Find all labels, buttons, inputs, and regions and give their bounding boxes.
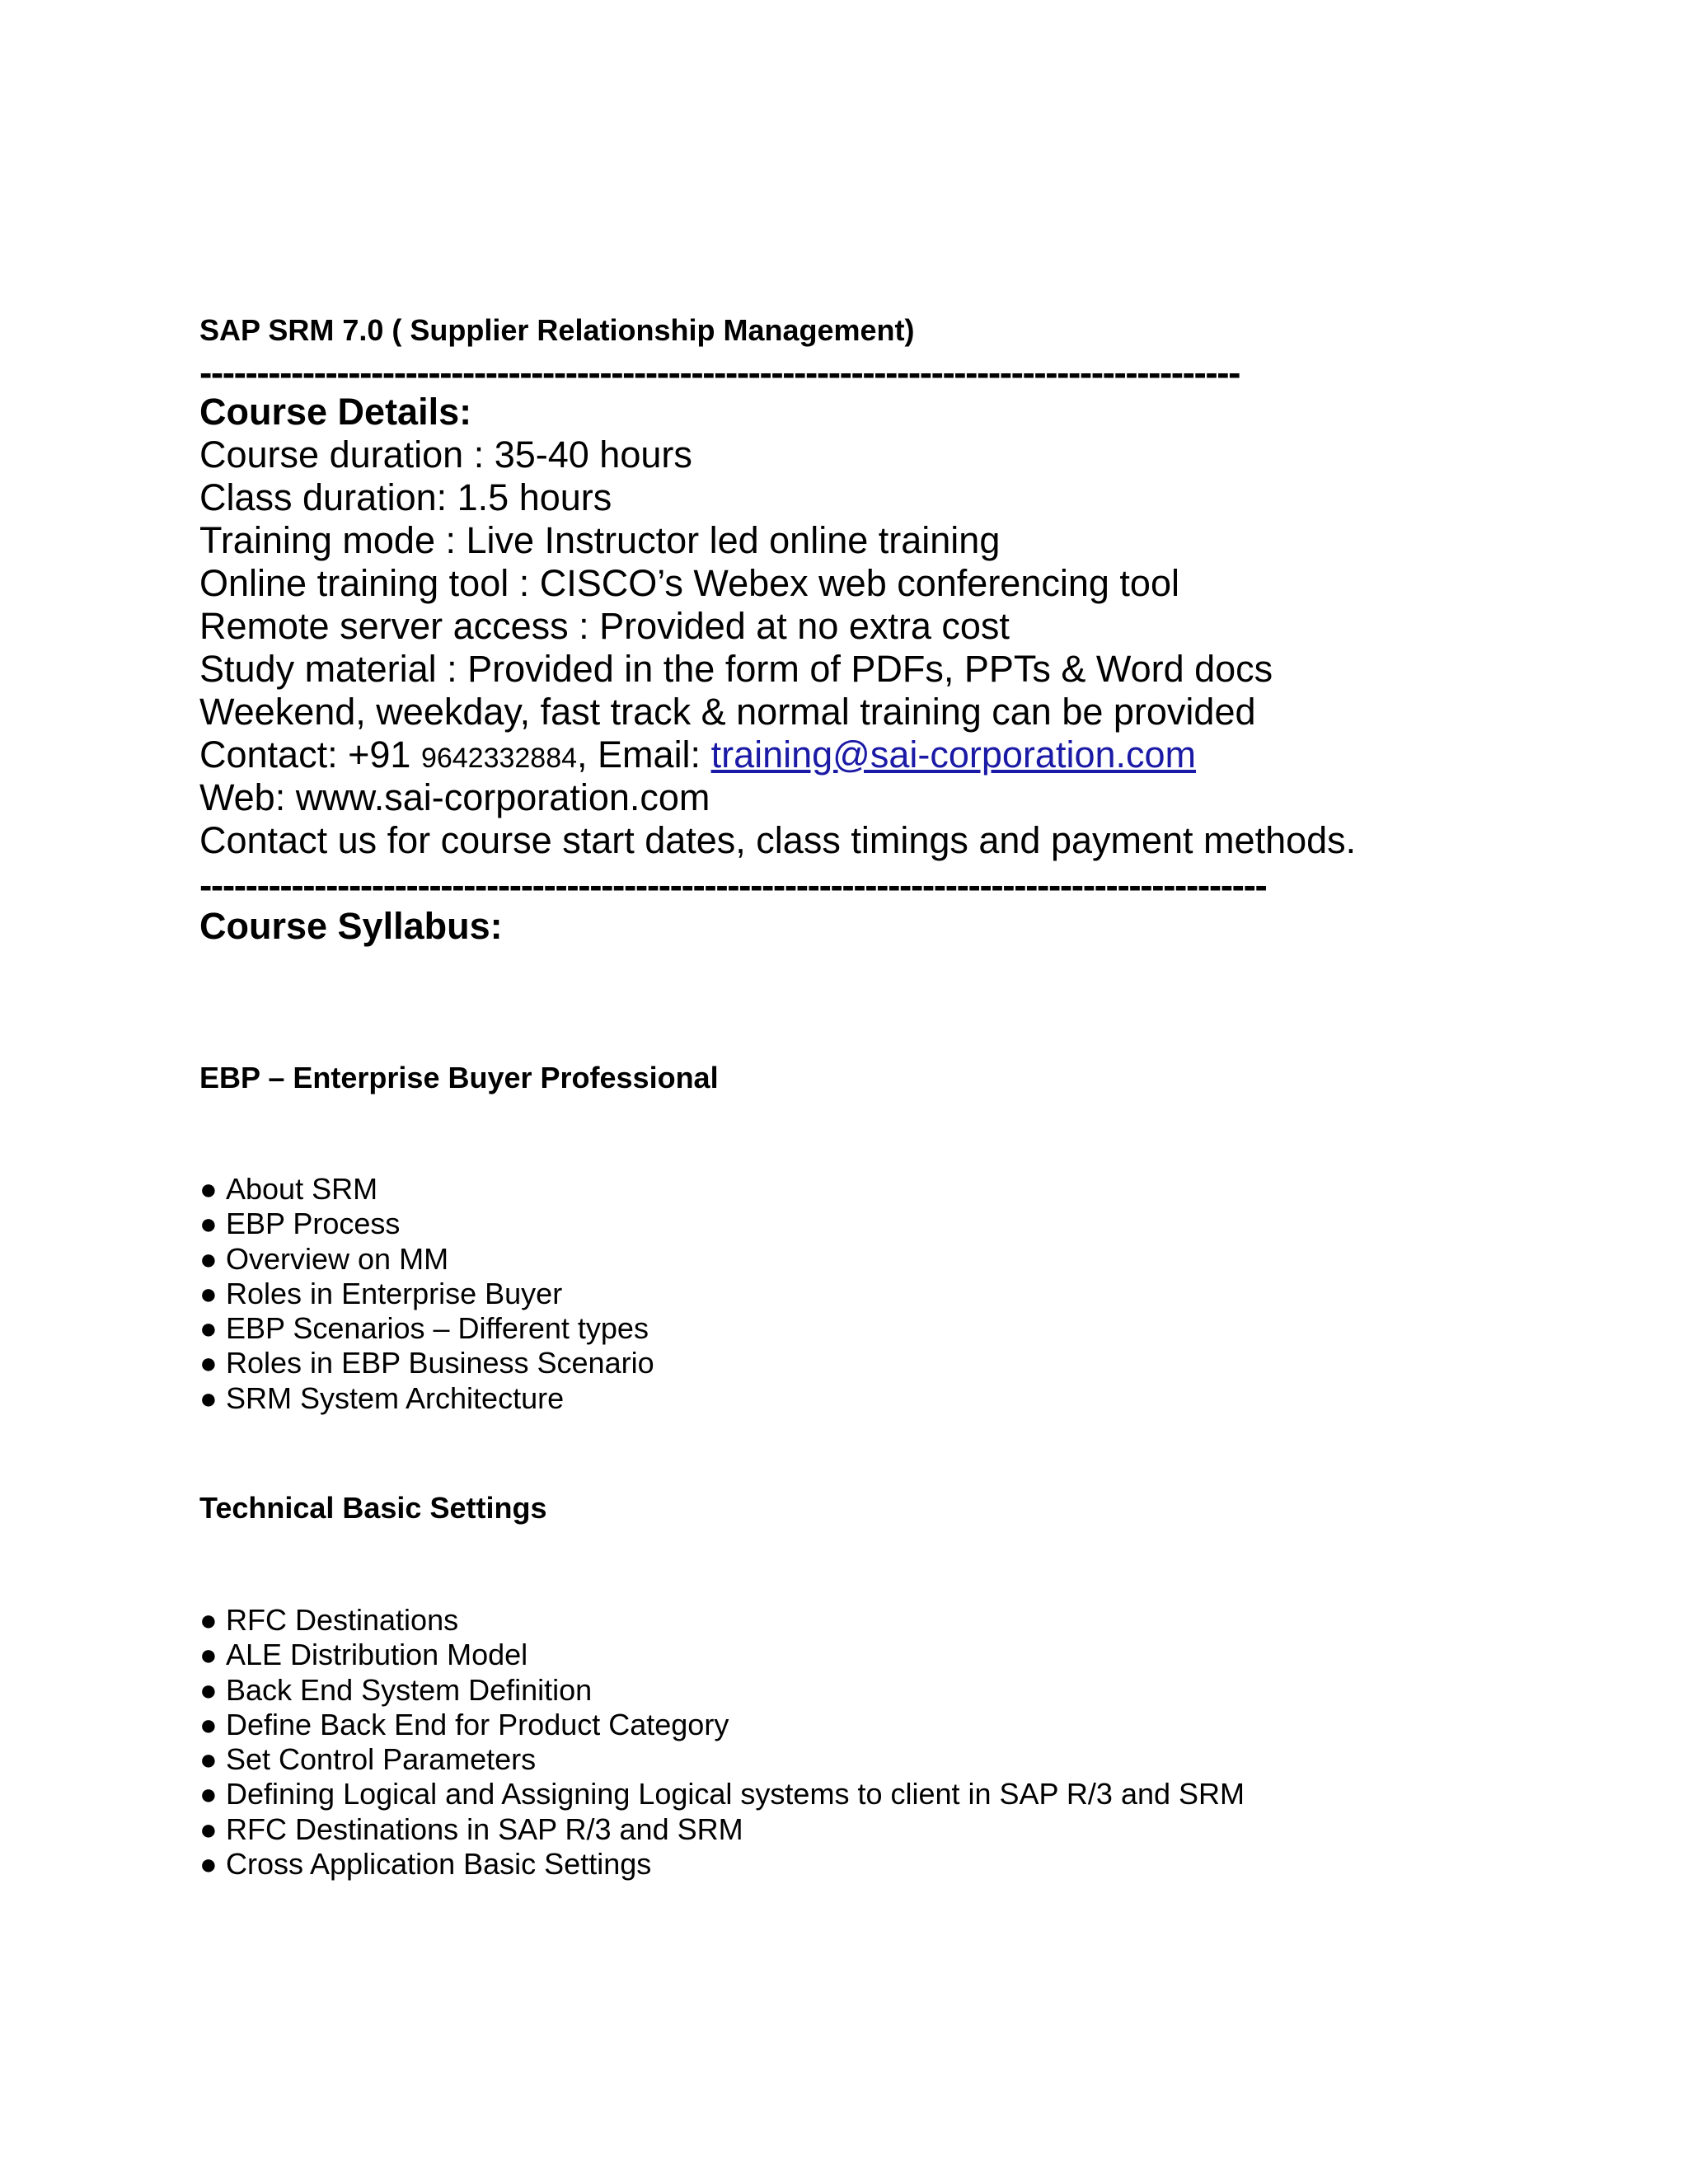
list-item xyxy=(199,1742,1245,1777)
bullet-icon: ● xyxy=(199,1380,218,1415)
list-item-text: Define Back End for Product Category xyxy=(226,1707,729,1741)
list-item-text: Back End System Definition xyxy=(226,1672,593,1707)
list-item-text: EBP Process xyxy=(226,1207,401,1241)
bullet-icon: ● xyxy=(199,1207,218,1241)
list-item xyxy=(199,1242,654,1277)
list-item xyxy=(199,1638,1245,1672)
course-duration-text: Course duration : 35-40 hours xyxy=(199,434,692,476)
website-text: Web: www.sai-corporation.com xyxy=(199,776,710,818)
study-material-text: Study material : Provided in the form of PDFs, PPTs & Word docs xyxy=(199,648,1273,690)
list-item-text: RFC Destinations in SAP R/3 and SRM xyxy=(226,1811,743,1846)
ebp-topic-list xyxy=(199,1172,654,1416)
list-item-text: Overview on MM xyxy=(226,1241,449,1276)
bullet-icon: ● xyxy=(199,1311,218,1346)
list-item xyxy=(199,1673,1245,1708)
online-tool-text: Online training tool : CISCO’s Webex web conferencing tool xyxy=(199,562,1179,604)
bullet-icon: ● xyxy=(199,1638,218,1672)
course-details-list xyxy=(199,434,1356,862)
email-prefix: , Email: xyxy=(577,733,711,776)
list-item xyxy=(199,1311,654,1346)
document-title: SAP SRM 7.0 ( Supplier Relationship Management) xyxy=(199,313,915,347)
list-item-text: RFC Destinations xyxy=(226,1603,459,1637)
contact-line xyxy=(199,733,1356,776)
bullet-icon: ● xyxy=(199,1777,218,1811)
bullet-icon: ● xyxy=(199,1603,218,1637)
list-item-text: Roles in EBP Business Scenario xyxy=(226,1346,654,1380)
list-item xyxy=(199,1346,654,1380)
contact-prefix: Contact: +91 xyxy=(199,733,421,776)
list-item xyxy=(199,1207,654,1241)
technical-settings-heading: Technical Basic Settings xyxy=(199,1491,547,1525)
bullet-icon: ● xyxy=(199,1742,218,1777)
separator-line-bottom: --------------------------------------------------------------------------------------------- xyxy=(199,864,1267,907)
list-item-text: Defining Logical and Assigning Logical systems to client in SAP R/3 and SRM xyxy=(226,1777,1245,1811)
list-item-text: ALE Distribution Model xyxy=(226,1638,528,1672)
list-item-text: Cross Application Basic Settings xyxy=(226,1847,652,1882)
list-item-text: Set Control Parameters xyxy=(226,1742,537,1777)
remote-access-text: Remote server access : Provided at no extra cost xyxy=(199,605,1010,647)
email-link[interactable]: training@sai-corporation.com xyxy=(710,733,1197,776)
contact-note-text: Contact us for course start dates, class timings and payment methods. xyxy=(199,819,1357,861)
list-item xyxy=(199,1277,654,1311)
contact-phone: 9642332884 xyxy=(420,743,578,774)
list-item xyxy=(199,1777,1245,1811)
bullet-icon: ● xyxy=(199,1346,218,1380)
list-item-text: EBP Scenarios – Different types xyxy=(226,1311,649,1346)
list-item xyxy=(199,1847,1245,1882)
schedule-options-text: Weekend, weekday, fast track & normal training can be provided xyxy=(199,691,1256,733)
training-mode-text: Training mode : Live Instructor led online training xyxy=(199,519,1001,561)
list-item xyxy=(199,1812,1245,1847)
list-item-text: About SRM xyxy=(226,1172,378,1206)
bullet-icon: ● xyxy=(199,1172,218,1206)
bullet-icon: ● xyxy=(199,1811,218,1846)
bullet-icon: ● xyxy=(199,1707,218,1741)
bullet-icon: ● xyxy=(199,1276,218,1310)
ebp-section-heading: EBP – Enterprise Buyer Professional xyxy=(199,1061,719,1094)
class-duration-text: Class duration: 1.5 hours xyxy=(199,476,612,518)
course-details-heading: Course Details: xyxy=(199,391,472,433)
list-item xyxy=(199,1708,1245,1742)
separator-line-top: ------------------------------------------------------------------------------------------- xyxy=(199,351,1240,394)
bullet-icon: ● xyxy=(199,1672,218,1707)
course-syllabus-heading: Course Syllabus: xyxy=(199,905,503,947)
list-item-text: Roles in Enterprise Buyer xyxy=(226,1276,563,1310)
list-item xyxy=(199,1381,654,1416)
list-item-text: SRM System Architecture xyxy=(226,1380,565,1415)
bullet-icon: ● xyxy=(199,1847,218,1882)
list-item xyxy=(199,1603,1245,1638)
list-item xyxy=(199,1172,654,1207)
bullet-icon: ● xyxy=(199,1241,218,1276)
technical-topic-list xyxy=(199,1603,1245,1882)
